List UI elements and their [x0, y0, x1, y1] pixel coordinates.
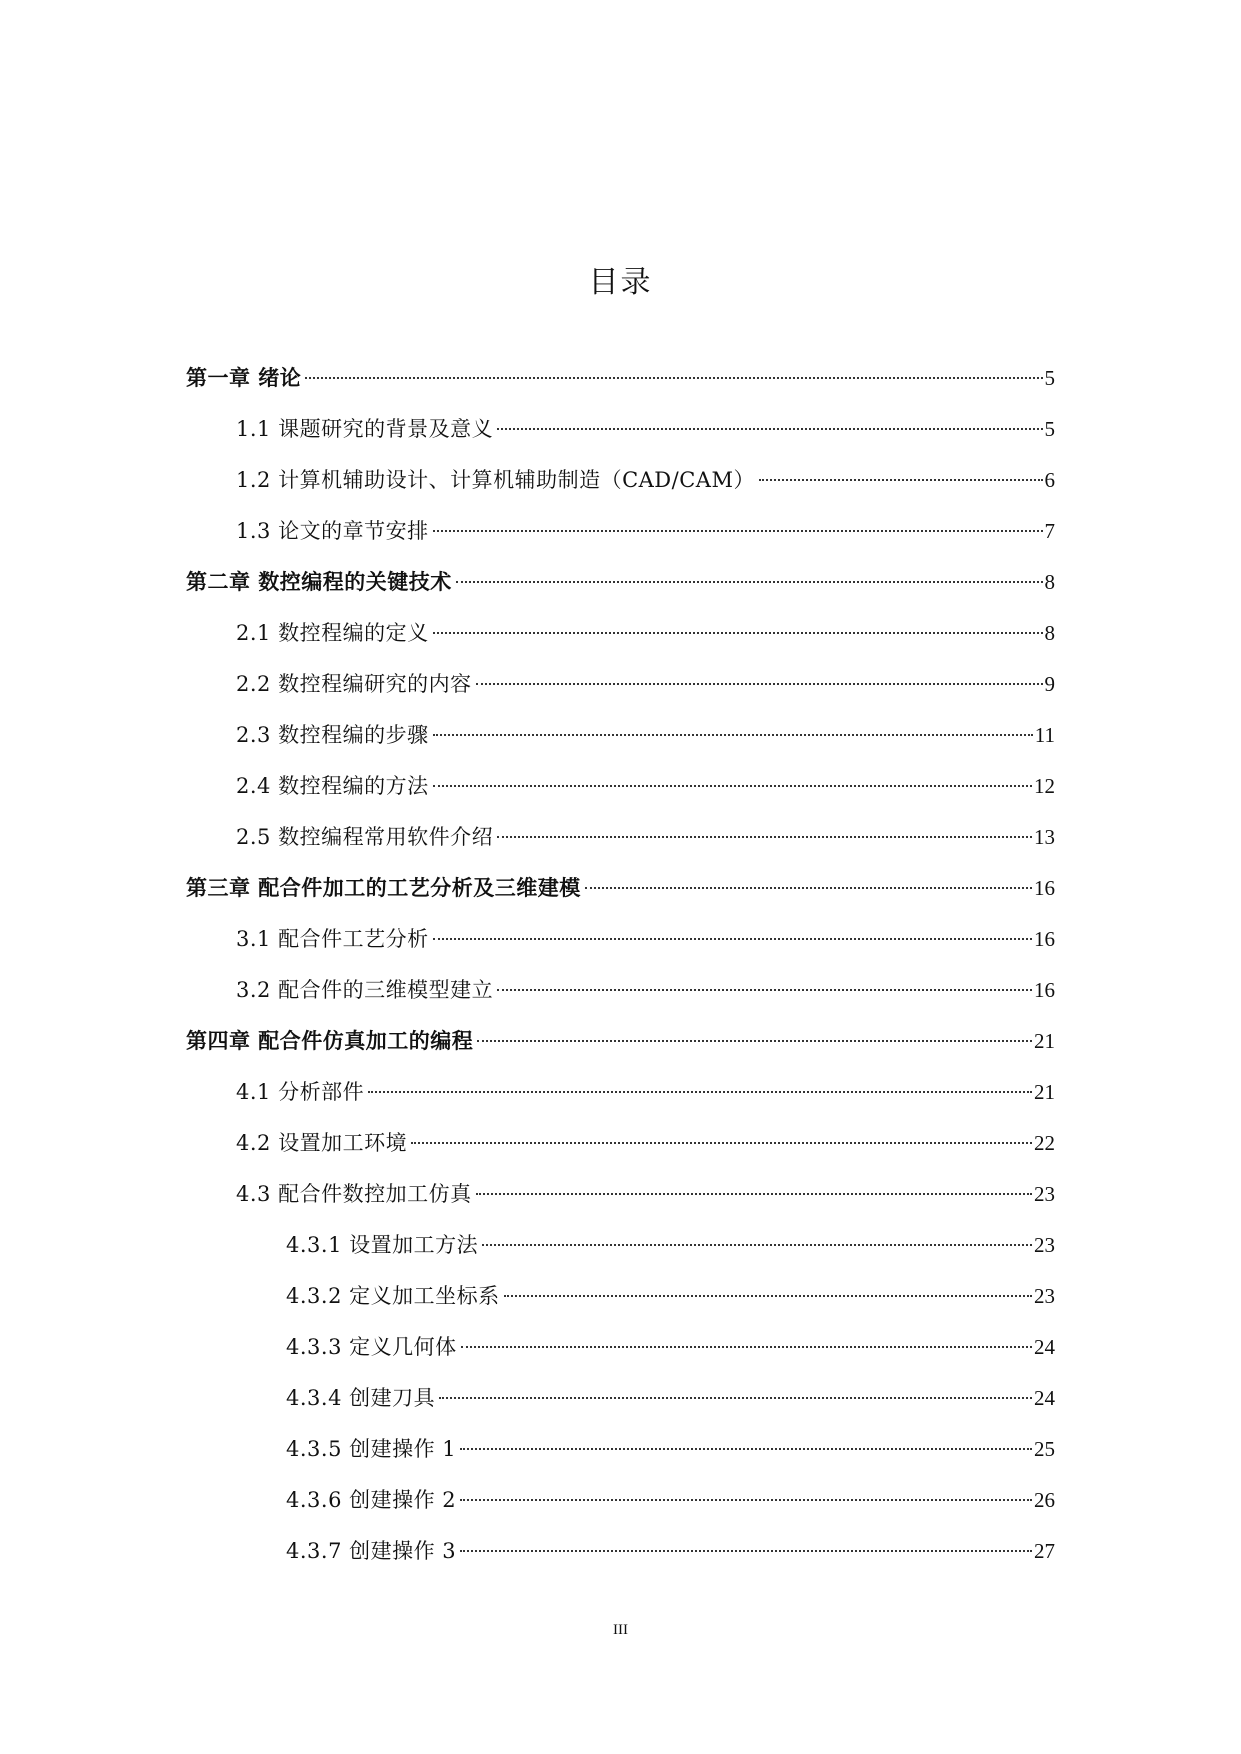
- toc-entry-page-number: 11: [1034, 723, 1055, 747]
- toc-dot-leader: [477, 1040, 1032, 1042]
- toc-entry[interactable]: [186, 1174, 1055, 1225]
- toc-entry[interactable]: [186, 1480, 1055, 1531]
- toc-entry-page-number: 24: [1034, 1335, 1055, 1359]
- toc-entry-label: 4.3.5 创建操作 1: [286, 1437, 457, 1461]
- toc-entry-label: 第四章 配合件仿真加工的编程: [186, 1029, 474, 1053]
- toc-entry-page-number: 6: [1044, 468, 1055, 492]
- toc-dot-leader: [476, 683, 1043, 685]
- toc-entry[interactable]: [186, 868, 1055, 919]
- toc-entry-label: 3.1 配合件工艺分析: [236, 927, 429, 951]
- table-of-contents: [186, 358, 1055, 1582]
- toc-entry-page-number: 12: [1034, 774, 1055, 798]
- toc-dot-leader: [368, 1091, 1032, 1093]
- toc-entry[interactable]: [186, 1276, 1055, 1327]
- toc-dot-leader: [460, 1448, 1032, 1450]
- toc-entry-label: 2.2 数控程编研究的内容: [236, 672, 472, 696]
- toc-entry-page-number: 24: [1034, 1386, 1055, 1410]
- toc-entry[interactable]: [186, 511, 1055, 562]
- toc-entry-page-number: 7: [1044, 519, 1055, 543]
- toc-dot-leader: [433, 734, 1033, 736]
- toc-entry-label: 第二章 数控编程的关键技术: [186, 570, 452, 594]
- page-number-footer: III: [613, 1622, 628, 1638]
- toc-dot-leader: [433, 938, 1032, 940]
- toc-entry-page-number: 23: [1034, 1182, 1055, 1206]
- toc-dot-leader: [411, 1142, 1032, 1144]
- toc-entry[interactable]: [186, 1531, 1055, 1582]
- toc-entry[interactable]: [186, 715, 1055, 766]
- toc-entry-label: 4.3.1 设置加工方法: [286, 1233, 479, 1257]
- toc-entry[interactable]: [186, 1123, 1055, 1174]
- toc-dot-leader: [759, 479, 1043, 481]
- toc-entry[interactable]: [186, 817, 1055, 868]
- toc-dot-leader: [460, 1550, 1032, 1552]
- toc-entry-page-number: 22: [1034, 1131, 1055, 1155]
- toc-entry-page-number: 9: [1044, 672, 1055, 696]
- toc-dot-leader: [305, 377, 1042, 379]
- toc-dot-leader: [504, 1295, 1032, 1297]
- toc-dot-leader: [482, 1244, 1032, 1246]
- toc-dot-leader: [585, 887, 1032, 889]
- toc-entry-label: 3.2 配合件的三维模型建立: [236, 978, 494, 1002]
- toc-entry-page-number: 5: [1044, 366, 1055, 390]
- toc-entry-page-number: 21: [1034, 1029, 1055, 1053]
- toc-entry-page-number: 8: [1044, 570, 1055, 594]
- toc-entry-page-number: 23: [1034, 1284, 1055, 1308]
- toc-entry-label: 第一章 绪论: [186, 366, 302, 390]
- toc-dot-leader: [439, 1397, 1032, 1399]
- toc-entry[interactable]: [186, 460, 1055, 511]
- toc-entry-label: 2.1 数控程编的定义: [236, 621, 429, 645]
- toc-entry[interactable]: [186, 766, 1055, 817]
- toc-entry-label: 4.3.6 创建操作 2: [286, 1488, 457, 1512]
- toc-entry-page-number: 16: [1034, 927, 1055, 951]
- toc-entry-page-number: 27: [1034, 1539, 1055, 1563]
- toc-entry[interactable]: [186, 1429, 1055, 1480]
- toc-entry-label: 第三章 配合件加工的工艺分析及三维建模: [186, 876, 581, 900]
- toc-entry[interactable]: [186, 1378, 1055, 1429]
- toc-entry-label: 2.5 数控编程常用软件介绍: [236, 825, 494, 849]
- toc-entry-page-number: 23: [1034, 1233, 1055, 1257]
- toc-entry-page-number: 13: [1034, 825, 1055, 849]
- toc-dot-leader: [497, 428, 1042, 430]
- toc-dot-leader: [456, 581, 1043, 583]
- toc-entry-page-number: 16: [1034, 876, 1055, 900]
- toc-entry[interactable]: [186, 1072, 1055, 1123]
- toc-entry[interactable]: [186, 562, 1055, 613]
- toc-dot-leader: [460, 1499, 1032, 1501]
- toc-dot-leader: [497, 836, 1032, 838]
- toc-dot-leader: [433, 530, 1043, 532]
- toc-dot-leader: [461, 1346, 1032, 1348]
- toc-entry[interactable]: [186, 664, 1055, 715]
- toc-entry-label: 1.1 课题研究的背景及意义: [236, 417, 494, 441]
- toc-entry-page-number: 26: [1034, 1488, 1055, 1512]
- toc-entry[interactable]: [186, 358, 1055, 409]
- toc-entry-page-number: 25: [1034, 1437, 1055, 1461]
- toc-entry[interactable]: [186, 919, 1055, 970]
- toc-entry[interactable]: [186, 409, 1055, 460]
- toc-dot-leader: [476, 1193, 1032, 1195]
- toc-entry-label: 4.1 分析部件: [236, 1080, 365, 1104]
- toc-entry[interactable]: [186, 1021, 1055, 1072]
- toc-entry-label: 4.3 配合件数控加工仿真: [236, 1182, 472, 1206]
- toc-entry-label: 4.2 设置加工环境: [236, 1131, 408, 1155]
- toc-entry-page-number: 5: [1044, 417, 1055, 441]
- toc-entry-label: 4.3.3 定义几何体: [286, 1335, 457, 1359]
- toc-entry-label: 2.4 数控程编的方法: [236, 774, 429, 798]
- toc-entry-label: 1.3 论文的章节安排: [236, 519, 429, 543]
- toc-entry-label: 4.3.4 创建刀具: [286, 1386, 436, 1410]
- toc-dot-leader: [433, 785, 1032, 787]
- toc-dot-leader: [497, 989, 1032, 991]
- toc-entry[interactable]: [186, 970, 1055, 1021]
- page-title: 目录: [588, 265, 653, 300]
- toc-dot-leader: [433, 632, 1043, 634]
- toc-entry[interactable]: [186, 1225, 1055, 1276]
- toc-entry-label: 4.3.7 创建操作 3: [286, 1539, 457, 1563]
- toc-entry-page-number: 16: [1034, 978, 1055, 1002]
- toc-entry[interactable]: [186, 613, 1055, 664]
- toc-entry-page-number: 21: [1034, 1080, 1055, 1104]
- toc-entry-label: 1.2 计算机辅助设计、计算机辅助制造（CAD/CAM）: [236, 468, 755, 492]
- toc-entry-page-number: 8: [1044, 621, 1055, 645]
- toc-entry-label: 2.3 数控程编的步骤: [236, 723, 429, 747]
- toc-entry[interactable]: [186, 1327, 1055, 1378]
- toc-entry-label: 4.3.2 定义加工坐标系: [286, 1284, 500, 1308]
